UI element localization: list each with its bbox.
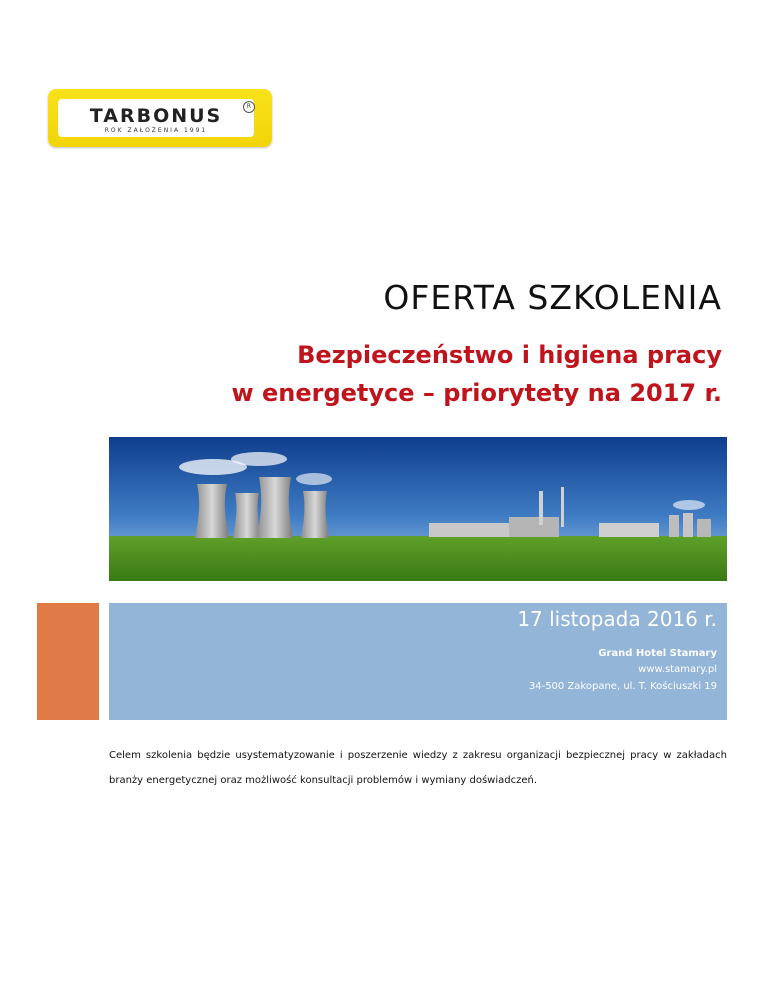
- logo-panel: [58, 99, 254, 137]
- logo-tagline: ROK ZAŁOŻENIA 1991: [104, 127, 208, 134]
- event-info-panel: [109, 603, 727, 720]
- tarbonus-logo: [48, 89, 272, 147]
- orange-accent-block: [37, 603, 99, 720]
- power-plant-photo: [109, 437, 727, 581]
- logo-name: TARBONUS: [89, 105, 223, 127]
- venue-website: www.stamary.pl: [638, 664, 717, 675]
- event-date: 17 listopada 2016 r.: [517, 607, 717, 631]
- subtitle-line-2: w energetyce – priorytety na 2017 r.: [231, 379, 722, 407]
- venue-address: 34-500 Zakopane, ul. T. Kościuszki 19: [528, 681, 717, 692]
- subtitle-line-1: Bezpieczeństwo i higiena pracy: [297, 341, 722, 369]
- document-title: OFERTA SZKOLENIA: [383, 278, 722, 317]
- training-description: Celem szkolenia będzie usystematyzowanie i poszerzenie wiedzy z zakresu organizacji bezpiecznej pracy w zakładach branży energetycznej oraz możliwość konsultacji problemów i wymiany doświadczeń.: [109, 750, 727, 786]
- venue-name: Grand Hotel Stamary: [598, 648, 717, 659]
- registered-mark: R: [243, 101, 255, 113]
- document-subtitle: [231, 336, 722, 412]
